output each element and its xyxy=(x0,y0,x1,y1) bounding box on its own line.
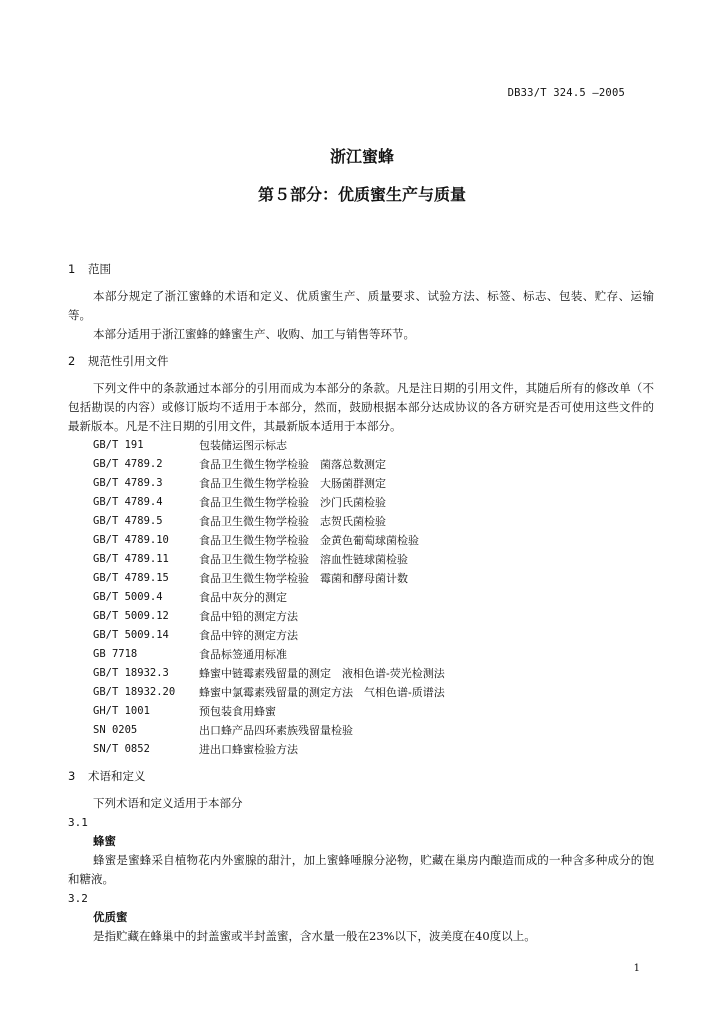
section-scope xyxy=(68,260,654,344)
reference-item xyxy=(93,436,654,455)
reference-code: GB/T 18932.3 xyxy=(93,667,169,679)
term-name: 优质蜜 xyxy=(93,910,128,924)
reference-title: 蜂蜜中氯霉素残留量的测定方法 气相色谱-质谱法 xyxy=(199,686,445,699)
reference-title: 食品中铅的测定方法 xyxy=(199,610,298,623)
reference-item xyxy=(93,455,654,474)
reference-title: 食品中锌的测定方法 xyxy=(199,629,298,642)
reference-code: GB/T 4789.10 xyxy=(93,534,169,546)
term-definition: 是指贮藏在蜂巢中的封盖蜜或半封盖蜜，含水量一般在23%以下，波美度在40度以上。 xyxy=(93,929,536,943)
reference-code: GB/T 5009.4 xyxy=(93,591,163,603)
document-body xyxy=(68,260,654,954)
paragraph: 下列文件中的条款通过本部分的引用而成为本部分的条款。凡是注日期的引用文件，其随后所有的修改单（不包括勘误的内容）或修订版均不适用于本部分，然而，鼓励根据本部分达成协议的各方研究是否可使用这些文件的最新版本。凡是不注日期的引用文件，其最新版本适用于本部分。 xyxy=(68,381,654,433)
reference-item xyxy=(93,550,654,569)
reference-item xyxy=(93,607,654,626)
document-subtitle: 第５部分：优质蜜生产与质量 xyxy=(257,185,466,204)
reference-code: GB/T 18932.20 xyxy=(93,686,176,698)
section-number: 2 xyxy=(68,354,76,368)
reference-list xyxy=(68,436,654,759)
term-number: 3.2 xyxy=(68,892,88,905)
reference-item xyxy=(93,645,654,664)
paragraph: 本部分适用于浙江蜜蜂的蜂蜜生产、收购、加工与销售等环节。 xyxy=(93,327,415,341)
page-number: 1 xyxy=(633,963,640,974)
reference-item xyxy=(93,531,654,550)
reference-code: GB/T 191 xyxy=(93,439,144,451)
reference-title: 食品卫生微生物学检验 沙门氏菌检验 xyxy=(199,496,386,509)
reference-code: SN 0205 xyxy=(93,724,138,736)
reference-title: 食品卫生微生物学检验 溶血性链球菌检验 xyxy=(199,553,408,566)
reference-title: 食品卫生微生物学检验 金黄色葡萄球菌检验 xyxy=(199,534,419,547)
reference-code: SN/T 0852 xyxy=(93,743,150,755)
reference-title: 食品卫生微生物学检验 大肠菌群测定 xyxy=(199,477,386,490)
reference-item xyxy=(93,702,654,721)
section-normative-references xyxy=(68,352,654,759)
reference-code: GB/T 4789.15 xyxy=(93,572,169,584)
reference-title: 食品卫生微生物学检验 霉菌和酵母菌计数 xyxy=(199,572,408,585)
reference-title: 包装储运图示标志 xyxy=(199,439,287,452)
reference-item xyxy=(93,474,654,493)
paragraph: 下列术语和定义适用于本部分 xyxy=(93,796,243,810)
section-title: 规范性引用文件 xyxy=(88,354,169,368)
reference-item xyxy=(93,740,654,759)
reference-title: 食品卫生微生物学检验 志贺氏菌检验 xyxy=(199,515,386,528)
reference-code: GH/T 1001 xyxy=(93,705,150,717)
section-number: 3 xyxy=(68,769,76,783)
section-terms xyxy=(68,767,654,946)
reference-title: 出口蜂产品四环素族残留量检验 xyxy=(199,724,353,737)
reference-title: 食品标签通用标准 xyxy=(199,648,287,661)
term-number: 3.1 xyxy=(68,816,88,829)
term-name: 蜂蜜 xyxy=(93,834,116,848)
reference-title: 食品中灰分的测定 xyxy=(199,591,287,604)
reference-title: 食品卫生微生物学检验 菌落总数测定 xyxy=(199,458,386,471)
term-definition: 蜂蜜是蜜蜂采自植物花内外蜜腺的甜汁，加上蜜蜂唾腺分泌物，贮藏在巢房内酿造而成的一种含多种成分的饱和糖液。 xyxy=(68,853,654,886)
reference-item xyxy=(93,512,654,531)
section-heading xyxy=(68,767,654,786)
section-title: 术语和定义 xyxy=(88,769,146,783)
paragraph: 本部分规定了浙江蜜蜂的术语和定义、优质蜜生产、质量要求、试验方法、标签、标志、包装、贮存、运输等。 xyxy=(68,289,654,322)
reference-code: GB/T 5009.12 xyxy=(93,610,169,622)
reference-item xyxy=(93,493,654,512)
reference-code: GB/T 4789.5 xyxy=(93,515,163,527)
reference-item xyxy=(93,664,654,683)
document-title: 浙江蜜蜂 xyxy=(329,147,394,166)
reference-item xyxy=(93,683,654,702)
section-heading xyxy=(68,352,654,371)
reference-code: GB/T 4789.4 xyxy=(93,496,163,508)
reference-title: 蜂蜜中链霉素残留量的测定 液相色谱-荧光检测法 xyxy=(199,667,445,680)
reference-code: GB/T 5009.14 xyxy=(93,629,169,641)
document-code: DB33/T 324.5 —2005 xyxy=(507,87,625,99)
reference-title: 进出口蜂蜜检验方法 xyxy=(199,743,298,756)
reference-code: GB/T 4789.3 xyxy=(93,477,163,489)
reference-code: GB 7718 xyxy=(93,648,138,660)
section-title: 范围 xyxy=(88,262,111,276)
reference-title: 预包装食用蜂蜜 xyxy=(199,705,276,718)
section-number: 1 xyxy=(68,262,76,276)
reference-code: GB/T 4789.2 xyxy=(93,458,163,470)
title-block xyxy=(0,146,724,206)
section-heading xyxy=(68,260,654,279)
reference-item xyxy=(93,626,654,645)
reference-item xyxy=(93,588,654,607)
reference-item xyxy=(93,721,654,740)
reference-item xyxy=(93,569,654,588)
reference-code: GB/T 4789.11 xyxy=(93,553,169,565)
